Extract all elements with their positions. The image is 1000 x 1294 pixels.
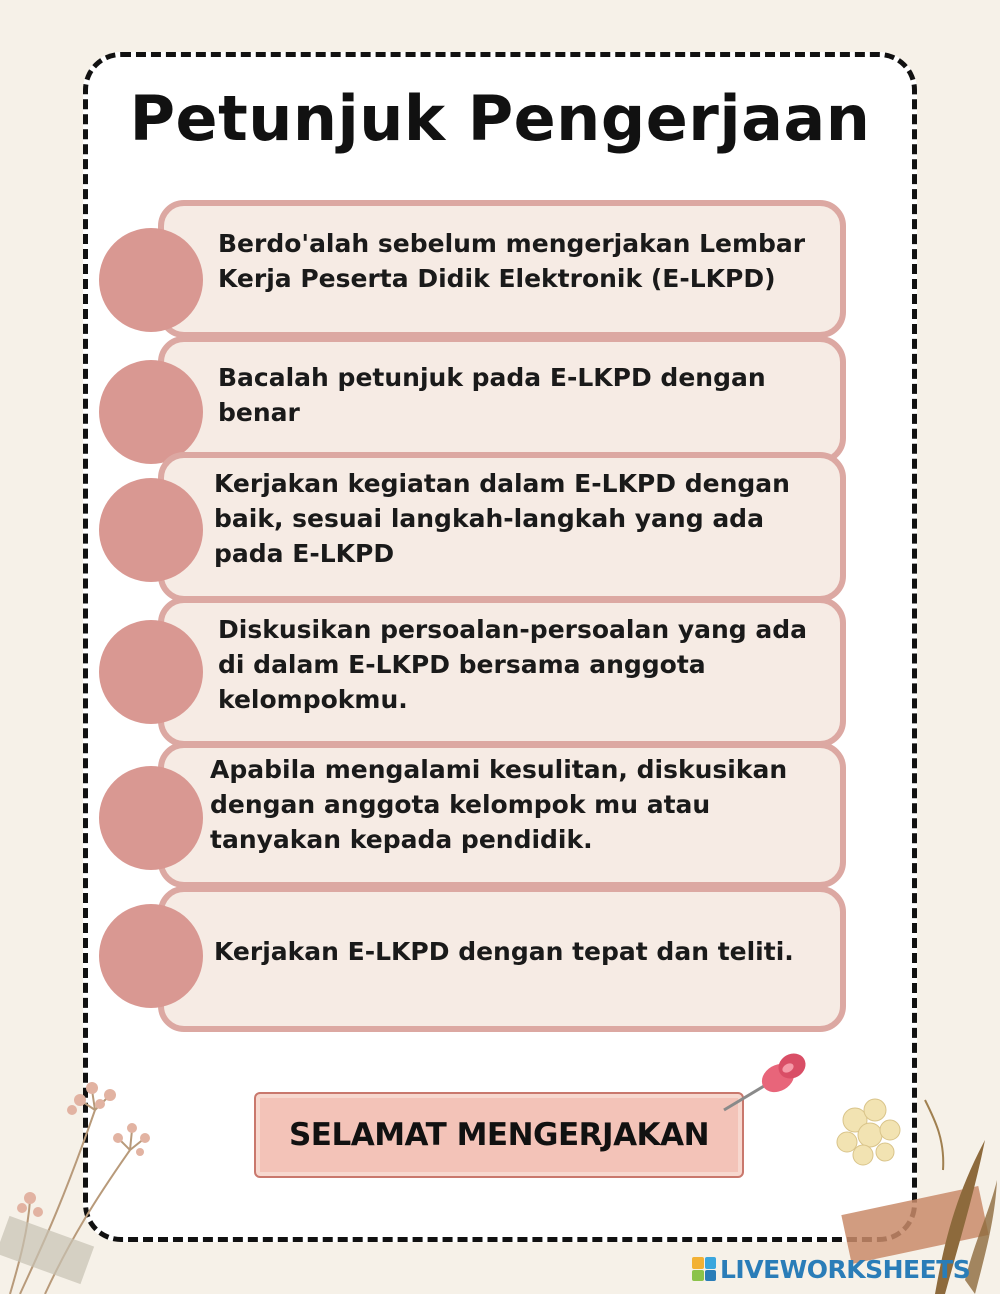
step-line: Bacalah petunjuk pada E-LKPD dengan <box>218 363 766 392</box>
step-circle-6 <box>99 904 203 1008</box>
step-line: Apabila mengalami kesulitan, diskusikan <box>210 755 788 784</box>
step-text-4 <box>218 612 818 717</box>
page-title: Petunjuk Pengerjaan <box>129 82 871 155</box>
step-circle-3 <box>99 478 203 582</box>
step-circle-2 <box>99 360 203 464</box>
step-line: kelompokmu. <box>218 685 408 714</box>
step-line: pada E-LKPD <box>214 539 395 568</box>
step-line: dengan anggota kelompok mu atau <box>210 790 711 819</box>
step-line: Kerjakan kegiatan dalam E-LKPD dengan <box>214 469 790 498</box>
step-line: baik, sesuai langkah-langkah yang ada <box>214 504 764 533</box>
step-line: Kerjakan E-LKPD dengan tepat dan teliti. <box>214 937 794 966</box>
dried-flowers-left <box>0 1080 170 1294</box>
step-line: Diskusikan persoalan-persoalan yang ada <box>218 615 808 644</box>
step-circle-1 <box>99 228 203 332</box>
step-line: di dalam E-LKPD bersama anggota <box>218 650 706 679</box>
step-text-3 <box>214 466 814 571</box>
push-pin-icon <box>718 1046 813 1116</box>
step-text-6 <box>214 934 834 969</box>
step-line: benar <box>218 398 300 427</box>
step-line: tanyakan kepada pendidik. <box>210 825 593 854</box>
watermark-text: LIVEWORKSHEETS <box>720 1254 971 1284</box>
step-line: Berdo'alah sebelum mengerjakan Lembar <box>218 229 806 258</box>
step-circle-5 <box>99 766 203 870</box>
liveworksheets-logo-icon <box>692 1257 716 1281</box>
liveworksheets-logo <box>692 1254 970 1284</box>
closing-banner-text: SELAMAT MENGERJAKAN <box>288 1117 710 1153</box>
step-text-5 <box>210 752 810 857</box>
step-text-1 <box>218 226 818 296</box>
step-circle-4 <box>99 620 203 724</box>
step-text-2 <box>218 360 818 430</box>
step-line: Kerja Peserta Didik Elektronik (E-LKPD) <box>218 264 776 293</box>
